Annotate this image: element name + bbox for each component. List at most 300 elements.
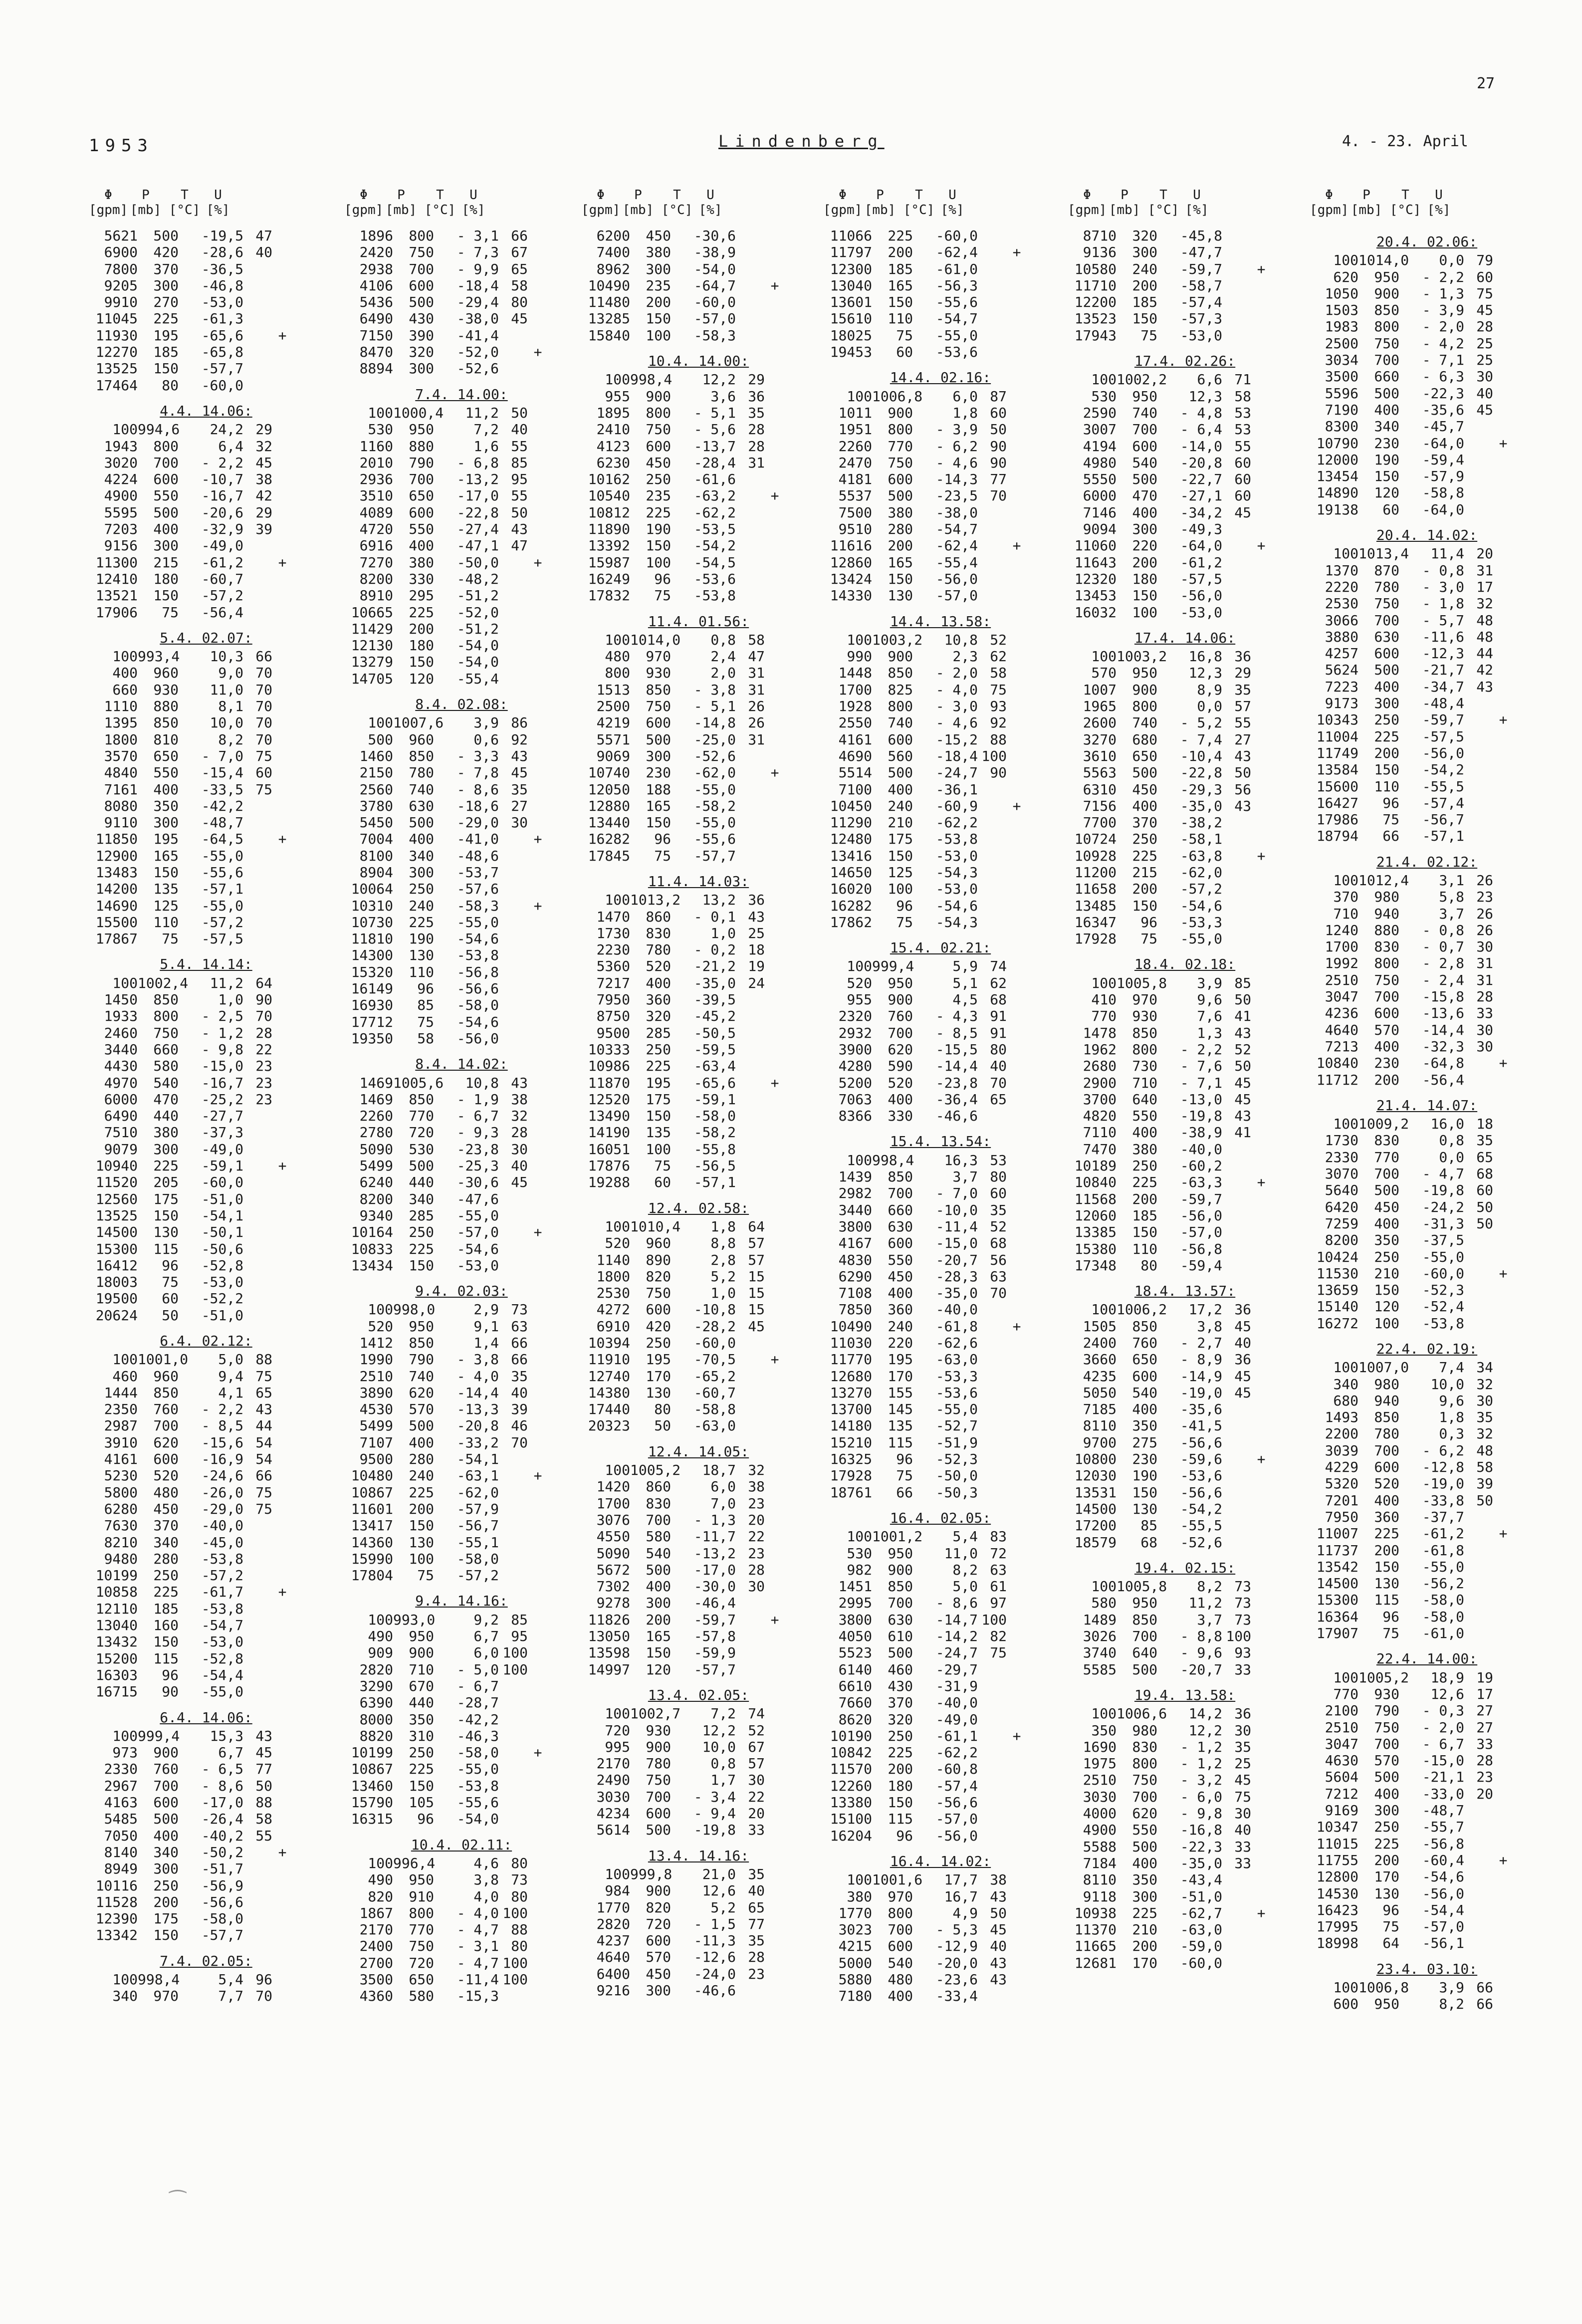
table-row (1068, 554, 1302, 571)
humidity-cell: 35 (748, 1932, 765, 1949)
humidity-cell (1464, 1609, 1493, 1625)
humidity-cell: 95 (511, 471, 528, 488)
temperature-cell: 2,3 (952, 648, 978, 665)
tropopause-mark (1007, 327, 1027, 344)
temperature-cell: -46,6 (693, 1982, 736, 1999)
table-row (1068, 1855, 1302, 1871)
tropopause-mark (1493, 368, 1513, 385)
humidity-cell: 43 (1234, 747, 1251, 764)
humidity-cell: 57 (748, 1755, 765, 1772)
humidity-cell: 50 (1476, 1215, 1493, 1232)
temperature-cell: -52,4 (1422, 1298, 1464, 1315)
height-cell: 100 (847, 1871, 872, 1888)
height-cell: 17928 (830, 1467, 872, 1484)
temperature-cell: -49,3 (1180, 521, 1222, 538)
tropopause-mark (272, 587, 292, 604)
table-row (344, 1108, 579, 1124)
table-row (1310, 1868, 1544, 1885)
table-row (581, 1644, 816, 1661)
tropopause-mark (1251, 1839, 1271, 1855)
tropopause-mark (272, 310, 292, 327)
humidity-cell: 70 (990, 1074, 1007, 1091)
pressure-cell: 600 (409, 504, 434, 521)
humidity-cell: 15 (748, 1285, 765, 1302)
table-row (1068, 748, 1302, 764)
humidity-cell (499, 327, 528, 344)
height-cell: 11015 (1316, 1835, 1358, 1852)
humidity-cell: 26 (1476, 922, 1493, 938)
tropopause-mark (272, 1434, 292, 1451)
height-cell: 6000 (104, 1091, 138, 1108)
tropopause-mark (528, 1075, 548, 1091)
height-cell: 3910 (104, 1434, 138, 1451)
temperature-cell: -52,3 (935, 1451, 978, 1468)
temperature-cell: -57,7 (693, 847, 736, 864)
tropopause-mark (1251, 388, 1271, 405)
pressure-cell: 150 (646, 814, 671, 831)
temperature-cell: -56,6 (1180, 1484, 1222, 1501)
temperature-cell: 12,2 (702, 1722, 736, 1739)
temperature-cell: 9,2 (473, 1611, 499, 1628)
height-cell: 17867 (95, 930, 138, 947)
humidity-cell (1222, 864, 1251, 881)
temperature-cell: - 6,4 (1180, 421, 1222, 438)
tropopause-mark (1251, 228, 1271, 244)
tropopause-mark (1007, 1528, 1027, 1545)
humidity-cell: 79 (1476, 252, 1493, 269)
height-cell: 4640 (596, 1949, 630, 1966)
humidity-cell (243, 1307, 272, 1324)
humidity-cell (736, 1612, 765, 1628)
pressure-cell: 120 (646, 1661, 671, 1678)
sounding-block (1310, 1650, 1544, 1951)
pressure-cell: 800 (153, 438, 179, 455)
height-cell: 100 (1333, 1359, 1358, 1376)
tropopause-mark (1007, 1058, 1027, 1074)
tropopause-mark (272, 1075, 292, 1091)
humidity-cell: 30 (1476, 1038, 1493, 1055)
table-row (823, 1811, 1058, 1827)
pressure-cell: 370 (1132, 814, 1157, 831)
pressure-cell: 205 (153, 1174, 179, 1191)
table-row (581, 1528, 816, 1545)
temperature-cell: - 4,7 (456, 1954, 499, 1971)
temperature-cell: 4,0 (473, 1888, 499, 1905)
sounding-column (89, 188, 323, 2005)
humidity-cell: 27 (1476, 1702, 1493, 1719)
height-cell: 17440 (588, 1401, 630, 1418)
temperature-cell: - 4,0 (935, 681, 978, 698)
sounding-time-title: 12.4. 02.58: (648, 1199, 749, 1216)
height-cell: 14690 (95, 897, 138, 914)
pressure-cell: 770 (409, 1921, 434, 1938)
humidity-cell (736, 1335, 765, 1351)
humidity-cell: 24 (748, 974, 765, 991)
tropopause-mark (528, 1091, 548, 1108)
pressure-cell: 115 (1374, 1592, 1399, 1609)
pressure-cell: 130 (153, 1224, 179, 1241)
height-cell: 8200 (1325, 1232, 1358, 1249)
pressure-cell: 60 (1382, 501, 1399, 518)
pressure-cell: 600 (646, 1301, 671, 1318)
tropopause-mark (1007, 1938, 1027, 1954)
temperature-cell: -43,4 (1180, 1871, 1222, 1888)
temperature-cell: -56,0 (1422, 744, 1464, 761)
tropopause-mark (272, 1744, 292, 1761)
humidity-cell: 50 (1476, 1492, 1493, 1509)
height-cell: 10116 (95, 1877, 138, 1894)
height-cell: 4840 (104, 764, 138, 781)
humidity-cell (1222, 1888, 1251, 1905)
humidity-cell: 73 (511, 1301, 528, 1318)
humidity-cell: 31 (748, 665, 765, 682)
height-cell: 2200 (1325, 1425, 1358, 1442)
humidity-cell (736, 1108, 765, 1124)
humidity-cell: 58 (990, 665, 1007, 682)
temperature-cell: -57,2 (201, 587, 243, 604)
temperature-cell: -36,1 (935, 781, 978, 798)
height-cell: 11870 (588, 1074, 630, 1091)
humidity-cell (243, 1860, 272, 1877)
table-row (344, 1778, 579, 1794)
pressure-cell: 700 (1132, 1788, 1157, 1805)
pressure-cell: 1009,2 (1358, 1116, 1409, 1133)
table-row (89, 975, 323, 991)
temperature-cell: -38,0 (456, 310, 499, 327)
temperature-cell: -52,2 (201, 1290, 243, 1307)
pressure-cell: 200 (409, 620, 434, 637)
pressure-cell: 120 (1374, 484, 1399, 501)
height-cell: 14890 (1316, 484, 1358, 501)
header-unit: [°C] (169, 203, 201, 218)
table-row (89, 1451, 323, 1467)
table-row (344, 554, 579, 571)
table-row (89, 571, 323, 587)
temperature-cell: 6,0 (710, 1478, 736, 1495)
tropopause-mark (1493, 1475, 1513, 1492)
tropopause-mark (1493, 1072, 1513, 1088)
height-cell: 100 (605, 631, 630, 648)
pressure-cell: 600 (646, 714, 671, 731)
tropopause-mark (272, 1417, 292, 1434)
pressure-cell: 96 (1382, 794, 1399, 811)
pressure-cell: 200 (646, 1611, 671, 1628)
temperature-cell: -57,1 (693, 1174, 736, 1191)
sounding-time-title: 19.4. 13.58: (1134, 1686, 1236, 1703)
table-row (823, 1612, 1058, 1628)
temperature-cell: -65,6 (693, 1074, 736, 1091)
humidity-cell: 25 (1476, 335, 1493, 352)
temperature-cell: -60,0 (201, 377, 243, 394)
humidity-cell (1464, 1315, 1493, 1332)
tropopause-mark (765, 421, 785, 438)
pressure-cell: 540 (888, 1954, 913, 1971)
temperature-cell: -55,4 (456, 670, 499, 687)
tropopause-mark (528, 1124, 548, 1141)
tropopause-mark (272, 1567, 292, 1584)
height-cell: 13659 (1316, 1282, 1358, 1299)
height-cell: 16930 (351, 997, 393, 1014)
table-row (1310, 1165, 1544, 1182)
sounding-block (344, 1837, 579, 2005)
tropopause-mark (1493, 1802, 1513, 1819)
tropopause-mark (272, 1910, 292, 1927)
tropopause-mark (1251, 991, 1271, 1008)
pressure-cell: 470 (153, 1091, 179, 1108)
tropopause-mark (1251, 1417, 1271, 1434)
pressure-cell: 600 (1374, 645, 1399, 662)
sounding-time-title: 7.4. 14.00: (415, 386, 508, 403)
table-row (1068, 294, 1302, 310)
table-row (344, 1567, 579, 1584)
height-cell: 12410 (95, 570, 138, 587)
pressure-cell: 195 (888, 1351, 913, 1368)
table-row (344, 1534, 579, 1551)
tropopause-mark (272, 1401, 292, 1417)
temperature-cell: -41,4 (456, 327, 499, 344)
humidity-cell: 43 (511, 1074, 528, 1091)
tropopause-mark (1251, 277, 1271, 294)
temperature-cell: -21,1 (1422, 1769, 1464, 1786)
pressure-cell: 520 (646, 958, 671, 975)
pressure-cell: 850 (153, 1384, 179, 1401)
table-row (1310, 1609, 1544, 1625)
height-cell: 16364 (1316, 1608, 1358, 1625)
pressure-cell: 340 (409, 847, 434, 864)
humidity-cell (1464, 711, 1493, 728)
tropopause-mark (1007, 1545, 1027, 1562)
tropopause-mark (528, 1191, 548, 1207)
height-cell: 13270 (830, 1384, 872, 1401)
temperature-cell: - 7,1 (1422, 352, 1464, 369)
humidity-cell: 50 (511, 504, 528, 521)
pressure-cell: 150 (153, 587, 179, 604)
height-cell: 7950 (1325, 1508, 1358, 1525)
height-cell: 16282 (830, 897, 872, 914)
table-row (823, 1434, 1058, 1451)
temperature-cell: - 1,2 (201, 1024, 243, 1041)
humidity-cell (978, 1711, 1007, 1728)
humidity-cell: 66 (511, 1351, 528, 1368)
tropopause-mark (1007, 310, 1027, 327)
table-row (581, 764, 816, 781)
humidity-cell: 29 (1234, 665, 1251, 682)
humidity-cell: 56 (1234, 781, 1251, 798)
pressure-cell: 660 (153, 1041, 179, 1058)
pressure-cell: 600 (888, 731, 913, 748)
tropopause-mark (528, 654, 548, 670)
tropopause-mark (1493, 1038, 1513, 1055)
temperature-cell: -60,0 (1422, 1265, 1464, 1282)
table-row (581, 892, 816, 908)
pressure-cell: 650 (409, 1971, 434, 1988)
pressure-cell: 500 (888, 487, 913, 504)
tropopause-mark (1251, 975, 1271, 991)
header-unit: [°C] (1147, 203, 1179, 218)
tropopause-mark (1251, 1705, 1271, 1722)
humidity-cell: 28 (1476, 988, 1493, 1005)
height-cell: 720 (605, 1722, 630, 1739)
height-cell: 11910 (588, 1351, 630, 1368)
height-cell: 5640 (1325, 1182, 1358, 1199)
table-row (1068, 1534, 1302, 1551)
tropopause-mark (1493, 922, 1513, 938)
temperature-cell: -62,2 (935, 1744, 978, 1761)
table-row (1310, 745, 1544, 761)
table-row (344, 1678, 579, 1694)
pressure-cell: 740 (888, 714, 913, 731)
table-row (89, 898, 323, 914)
table-row (1068, 1822, 1302, 1838)
table-row (823, 294, 1058, 310)
table-row (1310, 906, 1544, 922)
table-row (89, 1517, 323, 1534)
tropopause-mark (1493, 1359, 1513, 1376)
table-row (344, 360, 579, 377)
humidity-cell: 45 (511, 764, 528, 781)
table-row (823, 438, 1058, 455)
humidity-cell: 60 (990, 404, 1007, 421)
temperature-cell: - 4,0 (456, 1904, 499, 1921)
humidity-cell (978, 587, 1007, 604)
table-row (344, 654, 579, 670)
pressure-cell: 225 (1132, 1174, 1157, 1191)
temperature-cell: - 8,6 (456, 781, 499, 798)
temperature-cell: -19,0 (1180, 1384, 1222, 1401)
pressure-cell: 670 (409, 1677, 434, 1694)
table-row (344, 1075, 579, 1091)
pressure-cell: 250 (153, 1567, 179, 1584)
tropopause-mark (765, 632, 785, 648)
tropopause-mark (1007, 228, 1027, 244)
tropopause-mark (1493, 1165, 1513, 1182)
temperature-cell: -38,9 (1180, 1124, 1222, 1141)
table-row (89, 1075, 323, 1091)
sounding-time-title: 8.4. 14.02: (415, 1056, 508, 1073)
tropopause-mark (765, 1512, 785, 1528)
table-row (89, 1794, 323, 1811)
temperature-cell: -24,2 (1422, 1198, 1464, 1215)
height-cell: 4640 (1325, 1021, 1358, 1038)
pressure-cell: 350 (1132, 1417, 1157, 1434)
height-cell: 3570 (104, 747, 138, 764)
height-cell: 13525 (95, 1207, 138, 1224)
pressure-cell: 1012,4 (1358, 872, 1409, 889)
temperature-cell: - 6,3 (1422, 368, 1464, 385)
humidity-cell (243, 1667, 272, 1683)
temperature-cell: -15,0 (935, 1235, 978, 1252)
temperature-cell: -14,4 (456, 1384, 499, 1401)
height-cell: 1439 (838, 1168, 872, 1185)
tropopause-mark: + (533, 897, 542, 914)
humidity-cell (1222, 930, 1251, 947)
humidity-cell: 80 (511, 1855, 528, 1871)
temperature-cell: -54,6 (456, 930, 499, 947)
table-row (1310, 679, 1544, 695)
humidity-cell (736, 848, 765, 864)
humidity-cell (243, 1617, 272, 1633)
table-row (89, 1910, 323, 1927)
pressure-cell: 750 (409, 1938, 434, 1955)
table-row (1310, 728, 1544, 745)
temperature-cell: -53,0 (201, 1633, 243, 1650)
header-symbol: P (634, 188, 642, 203)
height-cell: 3034 (1325, 352, 1358, 369)
height-cell: 10986 (588, 1058, 630, 1075)
tropopause-mark (1251, 421, 1271, 438)
table-row (1310, 1996, 1544, 2012)
pressure-cell: 620 (153, 1434, 179, 1451)
tropopause-mark (1007, 764, 1027, 781)
tropopause-mark (1251, 1141, 1271, 1158)
table-row (581, 537, 816, 554)
height-cell: 4630 (1325, 1752, 1358, 1769)
table-row (581, 648, 816, 665)
humidity-cell: 25 (748, 925, 765, 941)
tropopause-mark (528, 1628, 548, 1644)
tropopause-mark (1007, 1562, 1027, 1578)
height-cell: 15320 (351, 963, 393, 980)
height-cell: 5537 (838, 487, 872, 504)
pressure-cell: 210 (1374, 1265, 1399, 1282)
height-cell: 2330 (1325, 1149, 1358, 1165)
humidity-cell (1222, 1417, 1251, 1434)
humidity-cell: 55 (511, 487, 528, 504)
pressure-cell: 75 (1140, 327, 1157, 344)
table-row (344, 1401, 579, 1417)
temperature-cell: - 8,5 (935, 1024, 978, 1041)
table-row (823, 848, 1058, 864)
pressure-cell: 580 (646, 1528, 671, 1545)
temperature-cell: - 3,0 (935, 698, 978, 715)
tropopause-mark (765, 1916, 785, 1932)
sounding-block (581, 1848, 816, 1999)
pressure-cell: 700 (1374, 1735, 1399, 1752)
humidity-cell: 100 (502, 1661, 528, 1678)
pressure-cell: 700 (1374, 612, 1399, 629)
pressure-cell: 300 (646, 1982, 671, 1999)
temperature-cell: 15,3 (210, 1727, 243, 1744)
temperature-cell: -11,4 (456, 1971, 499, 1988)
height-cell: 5614 (596, 1822, 630, 1839)
temperature-cell: 3,9 (1197, 974, 1222, 991)
table-row (344, 1938, 579, 1954)
humidity-cell: 20 (748, 1511, 765, 1528)
height-cell: 100 (605, 1705, 630, 1722)
temperature-cell: - 2,8 (1422, 955, 1464, 972)
height-cell: 480 (605, 648, 630, 665)
sounding-block (1068, 956, 1302, 1274)
humidity-cell: 66 (255, 1467, 272, 1484)
humidity-cell: 50 (511, 404, 528, 421)
humidity-cell: 60 (1234, 487, 1251, 504)
height-cell: 100 (847, 388, 872, 405)
pressure-cell: 85 (1140, 1517, 1157, 1534)
pressure-cell: 250 (1132, 1158, 1157, 1174)
tropopause-mark (1493, 872, 1513, 889)
table-row (1310, 1686, 1544, 1702)
pressure-cell: 950 (409, 421, 434, 438)
temperature-cell: -56,9 (201, 1877, 243, 1894)
humidity-cell (736, 310, 765, 327)
sounding-time-title: 17.4. 02.26: (1134, 353, 1236, 370)
temperature-cell: - 5,1 (693, 698, 736, 715)
pressure-cell: 235 (646, 487, 671, 504)
humidity-cell: 65 (748, 1899, 765, 1916)
pressure-cell: 340 (153, 1534, 179, 1551)
humidity-cell: 70 (255, 714, 272, 731)
humidity-cell: 36 (1234, 1351, 1251, 1368)
